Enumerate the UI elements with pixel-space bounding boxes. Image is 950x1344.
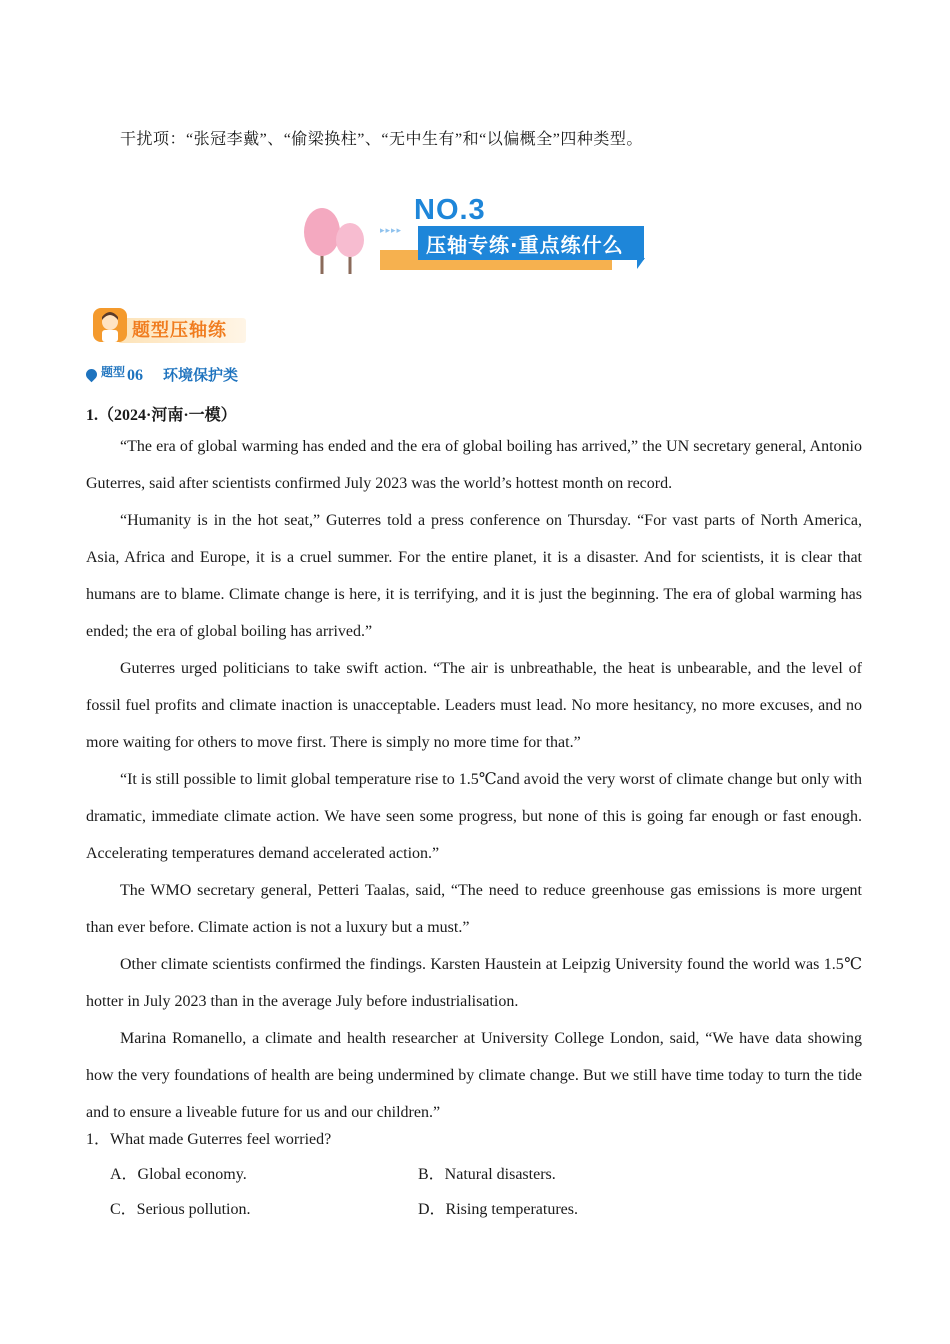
passage-paragraph: Other climate scientists confirmed the findings. Karsten Haustein at Leipzig University found the world was 1.5℃ hotter in July 2023 than in the average July before industrialisation. — [86, 956, 862, 1010]
location-pin-icon — [84, 367, 100, 383]
type-number: 06 — [127, 367, 144, 384]
question-stem: 1．What made Guterres feel worried? — [86, 1131, 332, 1148]
option-c[interactable]: C．Serious pollution. — [110, 1201, 251, 1218]
banner-arrows: ▸▸▸▸ — [380, 226, 403, 236]
option-d[interactable]: D．Rising temperatures. — [418, 1201, 578, 1218]
type-prefix: 题型 — [101, 365, 126, 379]
passage-paragraph: “Humanity is in the hot seat,” Guterres told a press conference on Thursday. “For vast parts of North America, Asia, Africa and Europe, it is a cruel summer. For the entire planet, it is a disaster. And for scientists, it is clear that humans are to blame. Climate change is here, it is terrifying, and it is just the beginning. The era of global warming has ended; the era of global boiling has arrived.” — [86, 512, 862, 640]
banner-number: NO.3 — [414, 194, 486, 226]
type-heading — [86, 364, 238, 385]
option-a[interactable]: A．Global economy. — [110, 1166, 247, 1183]
banner-title: 压轴专练·重点练什么 — [426, 233, 624, 257]
question-source: 1.（2024·河南·一模） — [86, 407, 237, 424]
passage-paragraph: “It is still possible to limit global temperature rise to 1.5℃and avoid the very worst of climate change but only with dramatic, immediate climate action. We have seen some progress, but none of this is going far enough or fast enough. Accelerating temperatures demand accelerated action.” — [86, 771, 862, 862]
reading-passage — [86, 428, 862, 1131]
intro-line: 干扰项：“张冠李戴”、“偷梁换柱”、“无中生有”和“以偏概全”四种类型。 — [120, 131, 643, 148]
teacher-icon — [93, 308, 127, 342]
banner-bar-tail — [637, 258, 645, 269]
passage-paragraph: The WMO secretary general, Petteri Taalas, said, “The need to reduce greenhouse gas emissions is more urgent than ever before. Climate action is not a luxury but a must.” — [86, 882, 862, 936]
type-name: 环境保护类 — [163, 366, 239, 384]
tree-illustration — [300, 204, 372, 276]
passage-paragraph: Guterres urged politicians to take swift action. “The air is unbreathable, the heat is unbearable, and the level of fossil fuel profits and climate inaction is unacceptable. Leaders must lead. No more hesitancy, no more excuses, and no more waiting for others to move first. There is simply no more time for that.” — [86, 660, 862, 751]
section-tag-label: 题型压轴练 — [132, 320, 227, 341]
passage-paragraph: Marina Romanello, a climate and health researcher at University College London, said, “We have data showing how the very foundations of health are being undermined by climate change. But we still have time today to turn the tide and to ensure a liveable future for us and our children.” — [86, 1030, 862, 1121]
passage-paragraph: “The era of global warming has ended and the era of global boiling has arrived,” the UN secretary general, Antonio Guterres, said after scientists confirmed July 2023 was the world’s hottest month on record. — [86, 438, 862, 492]
option-b[interactable]: B．Natural disasters. — [418, 1166, 556, 1183]
